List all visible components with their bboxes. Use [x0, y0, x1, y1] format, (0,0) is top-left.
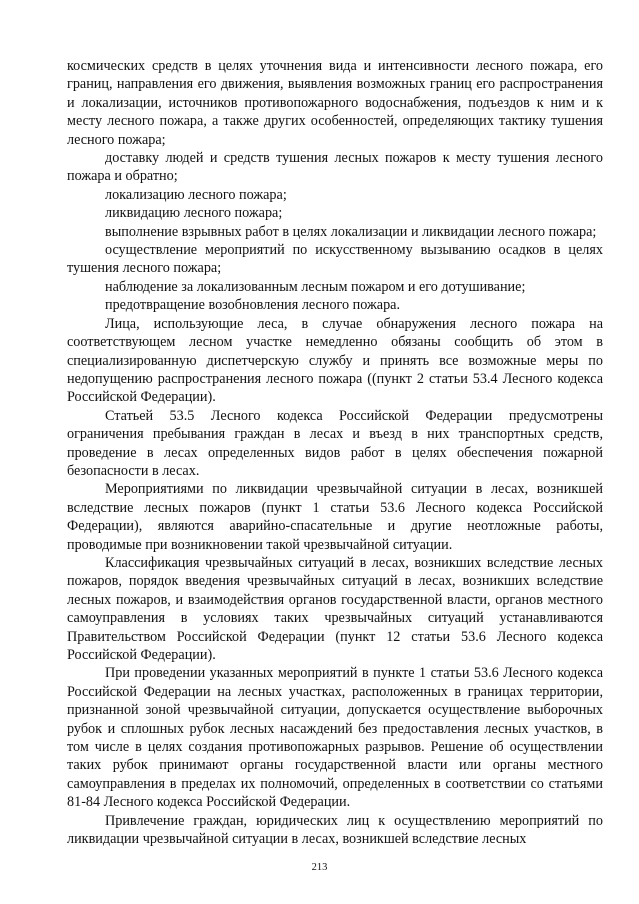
paragraph-6: осуществление мероприятий по искусственному вызыванию осадков в целях тушения лесного пожара; — [67, 242, 603, 277]
paragraph-4: ликвидацию лесного пожара; — [105, 205, 283, 222]
paragraph-9: Лица, использующие леса, в случае обнаружения лесного пожара на соответствующем лесном участке немедленно обязаны сообщить об этом в специализированную диспетчерскую службу и принять все возможные меры по недопущению распространения лесного пожара ((пункт 2 статьи 53.4 Лесного кодекса Российской Федерации). — [67, 315, 603, 406]
paragraph-14: Привлечение граждан, юридических лиц к осуществлению мероприятий по ликвидации чрезвычайной ситуации в лесах, возникшей вследствие лесных — [67, 812, 603, 848]
paragraph-12: Классификация чрезвычайных ситуаций в лесах, возникших вследствие лесных пожаров, порядок введения чрезвычайных ситуаций в лесах, возникших вследствие лесных пожаров, и взаимодействия органов государственной власти, органов местного самоуправления в условиях таких чрезвычайных ситуаций устанавливаются Правительством Российской Федерации (пункт 12 статьи 53.6 Лесного кодекса Российской Федерации). — [67, 554, 603, 663]
paragraph-5: выполнение взрывных работ в целях локализации и ликвидации лесного пожара; — [105, 223, 597, 240]
paragraph-2: доставку людей и средств тушения лесных пожаров к месту тушения лесного пожара и обратно; — [67, 150, 603, 185]
paragraph-13: При проведении указанных мероприятий в пункте 1 статьи 53.6 Лесного кодекса Российской Федерации на лесных участках, расположенных в границах территории, признанной зоной чрезвычайной ситуации, допускается осуществление выборочных рубок и сплошных рубок лесных насаждений без предоставления лесных участков, в том числе в целях создания противопожарных разрывов. Решение об осуществлении таких рубок принимают органы государственной власти или органы местного самоуправления в пределах их полномочий, определенных в соответствии со статьями 81-84 Лесного кодекса Российской Федерации. — [67, 665, 603, 811]
page-body — [67, 57, 603, 848]
paragraph-3: локализацию лесного пожара; — [105, 186, 287, 203]
paragraph-11: Мероприятиями по ликвидации чрезвычайной ситуации в лесах, возникшей вследствие лесных пожаров (пункт 1 статьи 53.6 Лесного кодекса Российской Федерации), являются аварийно-спасательные и другие неотложные работы, проводимые при возникновении такой чрезвычайной ситуации. — [67, 481, 603, 553]
paragraph-8: предотвращение возобновления лесного пожара. — [105, 297, 401, 314]
page-number: 213 — [311, 862, 328, 873]
paragraph-1: космических средств в целях уточнения вида и интенсивности лесного пожара, его границ, направления его движения, выявления возможных границ его распространения и локализации, источников противопожарного водоснабжения, подъездов к ним и к месту лесного пожара, а также других особенностей, определяющих тактику тушения лесного пожара; — [67, 58, 603, 148]
paragraph-7: наблюдение за локализованным лесным пожаром и его дотушивание; — [105, 278, 526, 295]
paragraph-10: Статьей 53.5 Лесного кодекса Российской Федерации предусмотрены ограничения пребывания граждан в лесах и въезд в них транспортных средств, проведение в лесах определенных видов работ в целях обеспечения пожарной безопасности в лесах. — [67, 407, 603, 479]
